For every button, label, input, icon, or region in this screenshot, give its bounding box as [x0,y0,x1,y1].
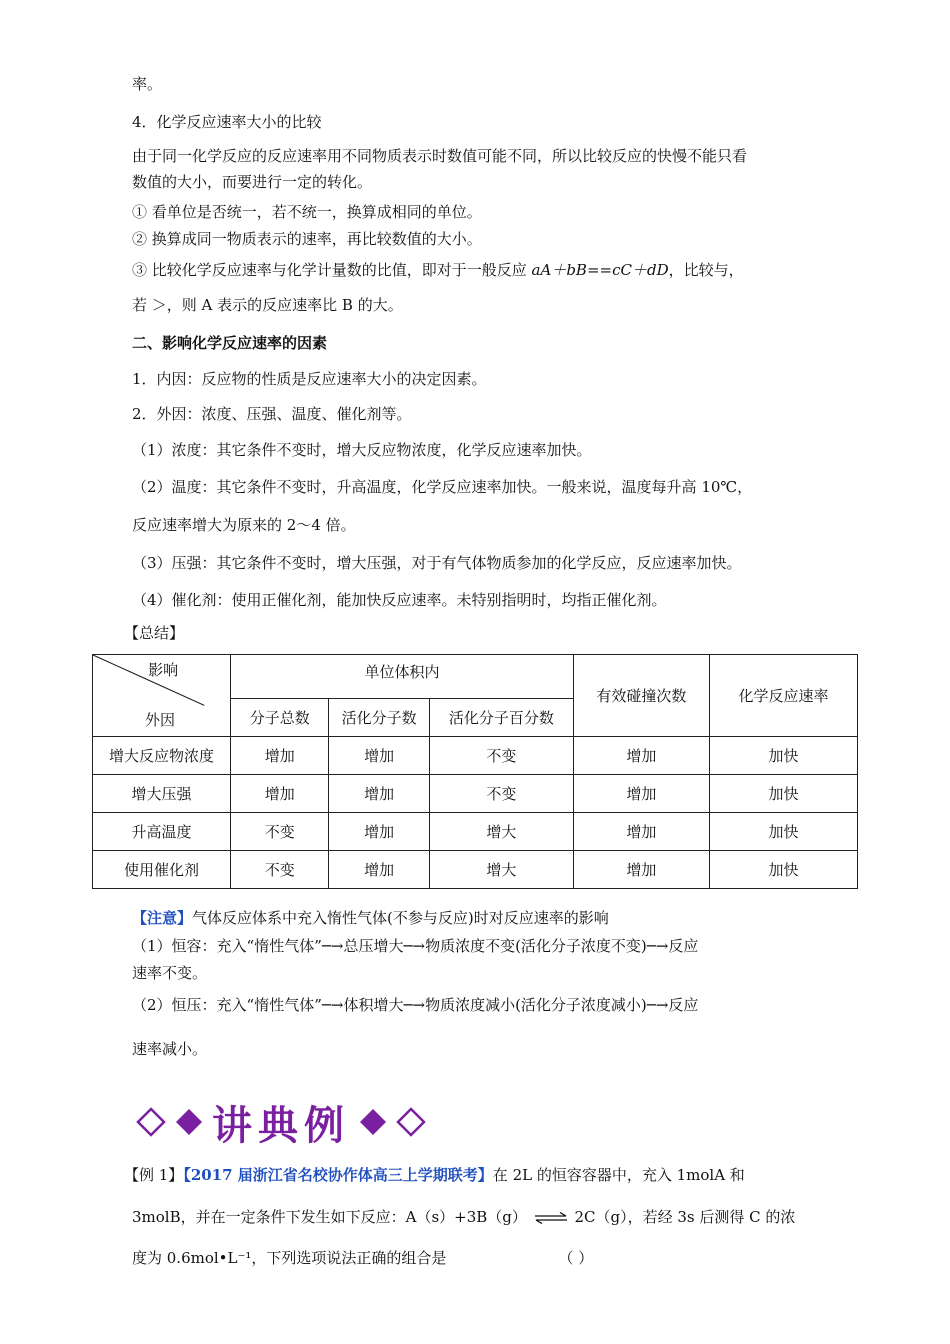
answer-blank: （ ） [558,1249,594,1267]
intro-tail: 率。 [132,75,163,93]
table-cell: 增加 [329,775,429,813]
table-row [93,851,858,889]
table-cell: 增加 [573,851,709,889]
section2-para-7: （4）催化剂：使用正催化剂，能加快反应速率。未特别指明时，均指正催化剂。 [132,591,667,609]
table-cell: 增加 [573,813,709,851]
table-cell: 加快 [709,813,857,851]
example-text-3: 度为 0.6mol•L⁻¹，下列选项说法正确的组合是 [132,1249,447,1267]
section4-item-1: ① 看单位是否统一，若不统一，换算成相同的单位。 [132,203,482,221]
corner-label-bottom: 外因 [145,711,176,729]
table-cell: 不变 [231,851,329,889]
table-cell: 增加 [231,775,329,813]
table-cell: 增加 [573,737,709,775]
table-row [93,737,858,775]
section4-item-2: ② 换算成同一物质表示的速率，再比较数值的大小。 [132,230,482,248]
table-cell: 增加 [329,813,429,851]
table-cell: 不变 [429,775,573,813]
table-cell: 增加 [329,737,429,775]
table-cell: 增大反应物浓度 [93,737,231,775]
hollow-diamond-icon [136,1107,166,1137]
example-source: 【2017 届浙江省名校协作体高三上学期联考】 [183,1166,493,1184]
example-text-1: 在 2L 的恒容容器中，充入 1molA 和 [492,1166,745,1184]
table-cell: 升高温度 [93,813,231,851]
section4-paragraph-1: 由于同一化学反应的反应速率用不同物质表示时数值可能不同，所以比较反应的快慢不能只看 [132,147,748,165]
item3-pre: ③ 比较化学反应速率与化学计量数的比值，即对于一般反应 [132,261,532,279]
item3-equation: aA＋bB==cC＋dD [531,261,669,279]
section4-heading: 4．化学反应速率大小的比较 [132,113,322,131]
section2-para-2: 2．外因：浓度、压强、温度、催化剂等。 [132,405,412,423]
solid-diamond-icon [358,1107,388,1137]
section2-para-3: （1）浓度：其它条件不变时，增大反应物浓度，化学反应速率加快。 [132,441,592,459]
table-cell: 不变 [429,737,573,775]
note-title-line [132,908,832,928]
table-cell: 使用催化剂 [93,851,231,889]
rate-header: 化学反应速率 [709,655,857,737]
section4-item-3 [132,260,832,280]
summary-table [92,654,858,889]
table-cell: 增大压强 [93,775,231,813]
table-cell: 加快 [709,737,857,775]
table-cell: 加快 [709,775,857,813]
note-label: 【注意】 [132,909,193,927]
table-cell: 增加 [231,737,329,775]
solid-diamond-icon [174,1107,204,1137]
table-row [93,813,858,851]
table-cell: 增加 [573,775,709,813]
corner-label-top: 影响 [148,661,179,679]
section4-item-4: 若 ＞，则 A 表示的反应速率比 B 的大。 [132,296,403,314]
note-line-1: （1）恒容：充入“惰性气体”─→总压增大─→物质浓度不变(活化分子浓度不变)─→反应 [132,937,699,955]
note-line-3: （2）恒压：充入“惰性气体”─→体积增大─→物质浓度减小(活化分子浓度减小)─→反应 [132,996,699,1014]
table-cell: 不变 [231,813,329,851]
table-cell: 加快 [709,851,857,889]
banner-title: 讲典例 [212,1102,350,1149]
example-line-1 [124,1165,824,1185]
table-cell: 增大 [429,813,573,851]
collisions-header: 有效碰撞次数 [573,655,709,737]
note-line-2: 速率不变。 [132,964,208,982]
section4-paragraph-2: 数值的大小，而要进行一定的转化。 [132,173,373,191]
example-banner [132,1098,430,1149]
sub-header: 活化分子数 [329,699,429,737]
section2-title: 二、影响化学反应速率的因素 [132,334,328,352]
example-label: 【例 1】 [124,1166,184,1184]
note-title: 气体反应体系中充入惰性气体(不参与反应)时对反应速率的影响 [192,909,609,927]
sub-header: 活化分子百分数 [429,699,573,737]
hollow-diamond-icon [396,1107,426,1137]
section2-para-4: （2）温度：其它条件不变时，升高温度，化学反应速率加快。一般来说，温度每升高 10℃， [132,478,753,496]
section2-para-5: 反应速率增大为原来的 2～4 倍。 [132,516,356,534]
item3-post: ，比较与， [668,261,744,279]
note-line-4: 速率减小。 [132,1040,208,1058]
example-text-2b: 2C（g），若经 3s 后测得 C 的浓 [574,1208,796,1226]
example-text-2a: 3molB，并在一定条件下发生如下反应：A（s）+3B（g） [132,1208,527,1226]
section2-para-6: （3）压强：其它条件不变时，增大压强，对于有气体物质参加的化学反应，反应速率加快。 [132,554,742,572]
group-header: 单位体积内 [231,655,574,699]
table-cell: 增大 [429,851,573,889]
table-cell: 增加 [329,851,429,889]
table-row [93,775,858,813]
example-line-2 [132,1207,832,1227]
sub-header: 分子总数 [231,699,329,737]
section2-para-1: 1．内因：反应物的性质是反应速率大小的决定因素。 [132,370,487,388]
table-corner-cell [93,655,231,737]
equilibrium-arrow-icon [534,1212,568,1224]
example-line-3 [132,1248,832,1268]
summary-label: 【总结】 [124,624,185,642]
